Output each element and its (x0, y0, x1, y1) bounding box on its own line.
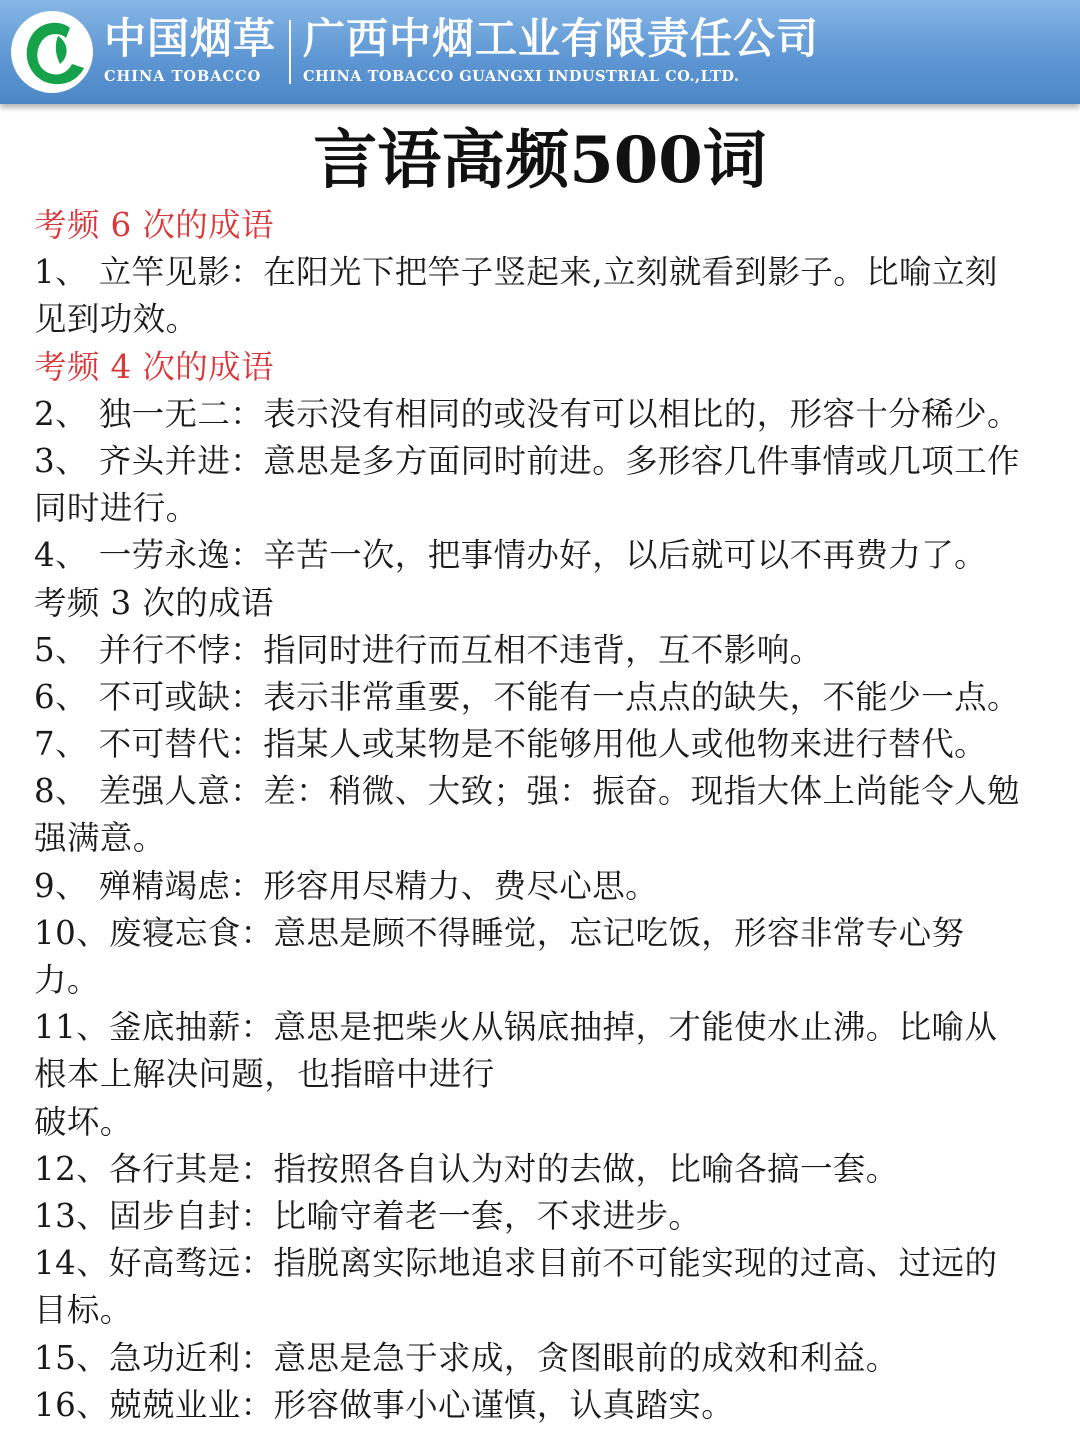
idiom-list (34, 202, 1046, 1429)
idiom-line: 1、 立竿见影：在阳光下把竿子竖起来,立刻就看到影子。比喻立刻 (34, 253, 998, 292)
idiom-line: 4、 一劳永逸：辛苦一次，把事情办好，以后就可以不再费力了。 (34, 536, 988, 575)
idiom-line: 破坏。 (34, 1102, 133, 1141)
idiom-line: 11、釜底抽薪：意思是把柴火从锅底抽掉，才能使水止沸。比喻从 (34, 1008, 998, 1047)
section-heading: 考频 6 次的成语 (34, 206, 274, 244)
company-name-en: CHINA TOBACCO GUANGXI INDUSTRIAL CO.,LTD. (303, 68, 740, 85)
header-divider (289, 20, 291, 84)
idiom-line: 5、 并行不悖：指同时进行而互相不违背，互不影响。 (34, 630, 823, 669)
company-name: 广西中烟工业有限责任公司 (303, 14, 820, 63)
idiom-line: 14、好高骛远：指脱离实际地追求目前不可能实现的过高、过远的 (34, 1244, 998, 1283)
idiom-line: 强满意。 (34, 819, 166, 858)
brand-name: 中国烟草 (104, 14, 277, 63)
idiom-line: 同时进行。 (34, 489, 199, 528)
brand-name-en: CHINA TOBACCO (104, 68, 262, 85)
idiom-line: 12、各行其是：指按照各自认为对的去做，比喻各搞一套。 (34, 1149, 899, 1188)
china-tobacco-logo-icon (8, 6, 96, 98)
idiom-line: 目标。 (34, 1291, 133, 1330)
header-banner (0, 0, 1080, 104)
idiom-line: 力。 (34, 961, 100, 999)
section-heading: 考频 3 次的成语 (34, 583, 274, 622)
idiom-line: 15、急功近利：意思是急于求成，贪图眼前的成效和利益。 (34, 1338, 899, 1377)
idiom-line: 6、 不可或缺：表示非常重要，不能有一点点的缺失，不能少一点。 (34, 677, 1020, 716)
idiom-line: 7、 不可替代：指某人或某物是不能够用他人或他物来进行替代。 (34, 725, 988, 764)
idiom-line: 2、 独一无二：表示没有相同的或没有可以相比的，形容十分稀少。 (34, 394, 1020, 433)
section-heading: 考频 4 次的成语 (34, 347, 274, 386)
idiom-line: 8、 差强人意：差：稍微、大致；强：振奋。现指大体上尚能令人勉 (34, 772, 1020, 811)
idiom-line: 9、 殚精竭虑：形容用尽精力、费尽心思。 (34, 866, 659, 905)
idiom-line: 见到功效。 (34, 300, 199, 339)
idiom-line: 16、兢兢业业：形容做事小心谨慎，认真踏实。 (34, 1385, 735, 1424)
idiom-line: 10、废寝忘食：意思是顾不得睡觉，忘记吃饭，形容非常专心努 (34, 913, 965, 952)
idiom-line: 13、固步自封：比喻守着老一套，不求进步。 (34, 1196, 702, 1235)
idiom-line: 根本上解决问题，也指暗中进行 (34, 1055, 495, 1094)
idiom-line: 3、 齐头并进：意思是多方面同时前进。多形容几件事情或几项工作 (34, 441, 1020, 480)
page-title: 言语高频500词 (313, 123, 767, 198)
